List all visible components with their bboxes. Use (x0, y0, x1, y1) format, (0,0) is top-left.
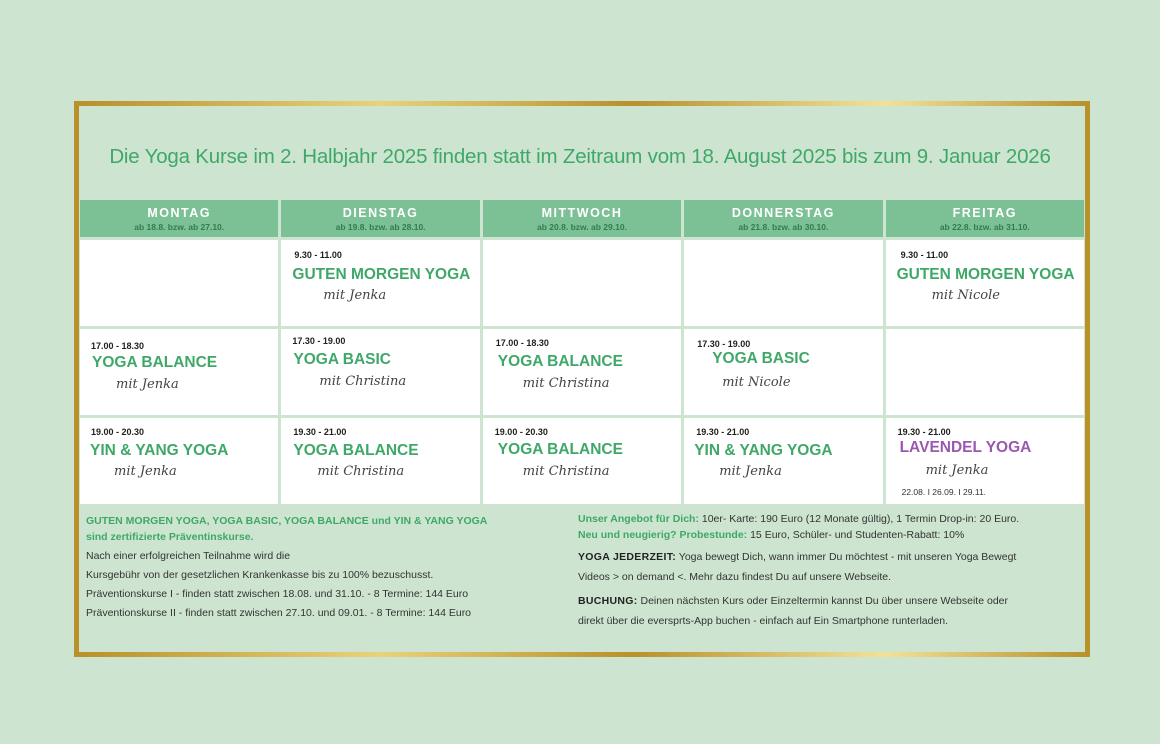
cell-monday-late (80, 418, 278, 504)
booking-block (578, 591, 1088, 631)
day-dates: ab 22.8. bzw. ab 31.10. (939, 221, 1030, 232)
offer-label: Unser Angebot für Dich: (578, 513, 699, 525)
day-header-monday (80, 200, 278, 237)
cell-monday-evening (80, 329, 278, 415)
course-name: GUTEN MORGEN YOGA (292, 266, 471, 283)
info-line: Präventionskurse II - finden statt zwischen 27.10. und 09.01. - 8 Termine: 144 Euro (86, 607, 472, 619)
teacher-name: mit Jenka (323, 288, 387, 303)
cell-tuesday-evening (281, 329, 479, 415)
teacher-name: mit Christina (319, 374, 407, 389)
teacher-name: mit Nicole (722, 375, 791, 390)
trial-text: 15 Euro, Schüler- und Studenten-Rabatt: 10% (750, 529, 965, 541)
cell-thursday-late (684, 418, 882, 504)
cell-monday-morning (80, 240, 278, 326)
slot-time: 17.00 - 18.30 (495, 338, 549, 348)
booking-text-2: direkt über die eversprts-App buchen - einfach auf Ein Smartphone runterladen. (578, 615, 949, 627)
day-name: MONTAG (147, 205, 211, 220)
course-name: YOGA BALANCE (92, 354, 218, 371)
cell-wednesday-evening (483, 329, 681, 415)
anytime-block (578, 547, 1088, 587)
cell-friday-morning (886, 240, 1084, 326)
teacher-name: mit Jenka (114, 464, 177, 479)
teacher-name: mit Jenka (719, 464, 782, 479)
slot-time: 17.00 - 18.30 (91, 341, 145, 351)
slot-time: 19.00 - 20.30 (91, 427, 145, 437)
teacher-name: mit Christina (522, 376, 610, 391)
course-name: YOGA BASIC (293, 351, 391, 368)
slot-time: 19.30 - 21.00 (696, 427, 750, 437)
info-line: Kursgebühr von der gesetzlichen Krankenkasse bis zu 100% bezuschusst. (86, 569, 434, 581)
offer-info (578, 511, 1088, 631)
day-header-wednesday (483, 200, 681, 237)
slot-time: 19.30 - 21.00 (897, 427, 951, 437)
teacher-name: mit Christina (522, 464, 610, 479)
day-dates: ab 21.8. bzw. ab 30.10. (738, 221, 829, 232)
cell-wednesday-morning (483, 240, 681, 326)
cell-thursday-morning (684, 240, 882, 326)
teacher-name: mit Christina (317, 464, 405, 479)
slot-time: 17.30 - 19.00 (697, 339, 751, 349)
anytime-label: YOGA JEDERZEIT: (578, 551, 677, 563)
course-name: YOGA BASIC (712, 350, 810, 367)
day-header-tuesday (281, 200, 479, 237)
page-headline: Die Yoga Kurse im 2. Halbjahr 2025 finden statt im Zeitraum vom 18. August 2025 bis zum 9. Januar 2026 (109, 145, 1051, 168)
prevention-headline (86, 513, 546, 545)
day-name: FREITAG (952, 205, 1017, 220)
course-name: YOGA BALANCE (293, 442, 419, 459)
prevention-headline-line1: GUTEN MORGEN YOGA, YOGA BASIC, YOGA BALANCE und YIN & YANG YOGA (86, 515, 488, 527)
teacher-name: mit Nicole (931, 288, 1000, 303)
course-name: YIN & YANG YOGA (694, 442, 833, 459)
slot-time: 9.30 - 11.00 (294, 250, 342, 260)
course-name: YOGA BALANCE (497, 441, 623, 458)
offer-text: 10er- Karte: 190 Euro (12 Monate gültig), 1 Termin Drop-in: 20 Euro. (701, 513, 1020, 525)
course-name: YIN & YANG YOGA (90, 442, 229, 459)
course-name: GUTEN MORGEN YOGA (896, 266, 1075, 283)
cell-tuesday-late (281, 418, 479, 504)
course-name: LAVENDEL YOGA (899, 439, 1032, 456)
slot-time: 9.30 - 11.00 (900, 250, 949, 260)
cell-thursday-evening (684, 329, 882, 415)
trial-label: Neu und neugierig? Probestunde: (578, 529, 748, 541)
prevention-headline-line2: sind zertifizierte Präventinskurse. (86, 531, 254, 543)
anytime-text-2: Videos > on demand <. Mehr dazu findest Du auf unsere Webseite. (578, 571, 892, 583)
booking-text: Deinen nächsten Kurs oder Einzeltermin kannst Du über unsere Webseite oder (640, 595, 1008, 607)
slot-time: 19.00 - 20.30 (494, 427, 548, 437)
day-name: DONNERSTAG (731, 205, 835, 220)
teacher-name: mit Jenka (116, 377, 179, 392)
day-name: MITTWOCH (541, 205, 623, 220)
slot-time: 19.30 - 21.00 (293, 427, 347, 437)
cell-tuesday-morning (281, 240, 479, 326)
day-header-friday (886, 200, 1084, 237)
cell-wednesday-late (483, 418, 681, 504)
slot-time: 17.30 - 19.00 (292, 336, 346, 346)
day-header-thursday (684, 200, 882, 237)
cell-friday-evening (886, 329, 1084, 415)
day-dates: ab 18.8. bzw. ab 27.10. (134, 221, 225, 232)
teacher-name: mit Jenka (925, 463, 989, 478)
course-name: YOGA BALANCE (497, 353, 623, 370)
cell-friday-late (886, 418, 1084, 504)
course-dates: 22.08. I 26.09. I 29.11. (901, 487, 987, 497)
booking-label: BUCHUNG: (578, 595, 638, 607)
trial-line (578, 527, 1088, 543)
prevention-info (86, 513, 546, 623)
day-dates: ab 19.8. bzw. ab 28.10. (335, 221, 426, 232)
offer-line (578, 511, 1088, 527)
day-name: DIENSTAG (342, 205, 419, 220)
info-line: Präventionskurse I - finden statt zwischen 18.08. und 31.10. - 8 Termine: 144 Euro (86, 588, 469, 600)
day-dates: ab 20.8. bzw. ab 29.10. (537, 221, 627, 232)
anytime-text: Yoga bewegt Dich, wann immer Du möchtest - mit unseren Yoga Bewegt (678, 551, 1017, 563)
schedule-table (80, 200, 1084, 498)
info-line: Nach einer erfolgreichen Teilnahme wird die (86, 550, 291, 562)
